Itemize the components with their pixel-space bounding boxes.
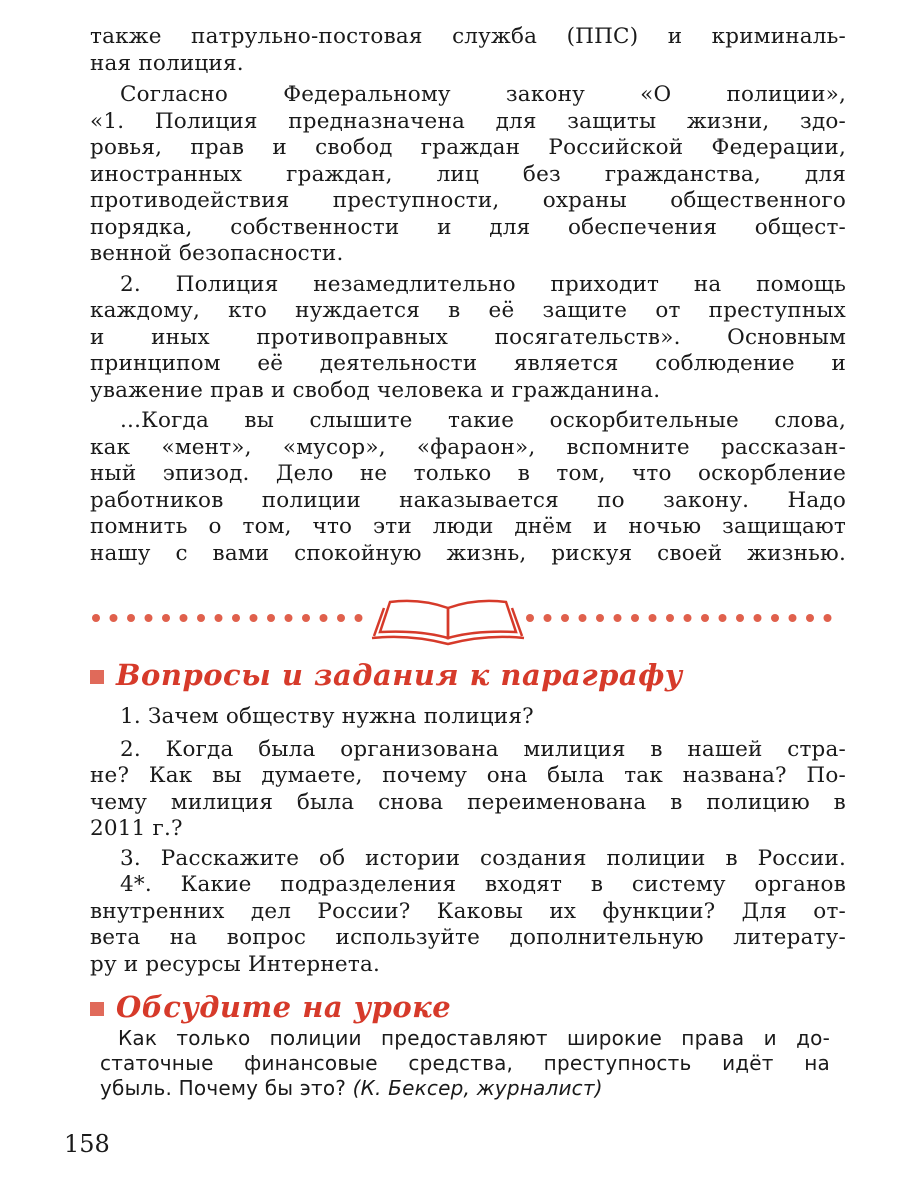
divider-dot [806, 614, 814, 622]
divider-dot [684, 614, 692, 622]
text-line: и иных противоправных посягательств». Основным [90, 324, 846, 350]
text-line: ...Когда вы слышите такие оскорбительные слова, [120, 408, 846, 433]
divider-dot [180, 614, 188, 622]
divider-dot [789, 614, 797, 622]
divider-dot [824, 614, 832, 622]
question-line: внутренних дел России? Каковы их функции? Для от- [90, 898, 846, 924]
book-divider [90, 598, 840, 648]
question-line: 2011 г.? [90, 816, 183, 841]
divider-dot [197, 614, 205, 622]
quote-line [100, 1076, 830, 1101]
question-line: вета на вопрос используйте дополнительную литерату- [90, 925, 846, 950]
square-bullet-icon [90, 1002, 104, 1016]
text-line: как «мент», «мусор», «фараон», вспомните рассказан- [90, 434, 846, 460]
question-line: 2. Когда была организована милиция в нашей стра- [120, 736, 846, 762]
text-line: нашу с вами спокойную жизнь, рискуя своей жизнью. [90, 540, 846, 566]
text-line: ный эпизод. Дело не только в том, что оскорбление [90, 461, 846, 486]
square-bullet-icon [90, 670, 104, 684]
divider-dot [355, 614, 363, 622]
text-line: каждому, кто нуждается в её защите от преступных [90, 298, 846, 323]
text-line: уважение прав и свобод человека и гражданина. [90, 377, 661, 403]
discussion-quote [100, 1026, 830, 1101]
divider-dot [92, 614, 100, 622]
discuss-heading [90, 990, 451, 1024]
question-line: 3. Расскажите об истории создания полиции в России. [120, 845, 846, 871]
main-text [90, 24, 846, 567]
divider-dot [215, 614, 223, 622]
divider-dot [754, 614, 762, 622]
text-line: помнить о том, что эти люди днём и ночью защищают [90, 514, 846, 539]
divider-dot [544, 614, 552, 622]
divider-dot [526, 614, 534, 622]
question-line: не? Как вы думаете, почему она была так названа? По- [90, 763, 846, 788]
divider-dot [649, 614, 657, 622]
question-line: ру и ресурсы Интернета. [90, 951, 380, 977]
divider-dot [666, 614, 674, 622]
quote-text: убыль. Почему бы это? [100, 1076, 353, 1100]
text-line: ровья, прав и свобод граждан Российской Федерации, [90, 135, 846, 160]
text-line: венной безопасности. [90, 241, 344, 266]
divider-dot [127, 614, 135, 622]
divider-dot [631, 614, 639, 622]
text-line: принципом её деятельности является соблюдение и [90, 351, 846, 376]
quote-attribution: (К. Бексер, журналист) [352, 1076, 603, 1100]
divider-dot [302, 614, 310, 622]
divider-dot [267, 614, 275, 622]
quote-line: Как только полиции предоставляют широкие права и до- [118, 1026, 830, 1050]
divider-dot [736, 614, 744, 622]
page-number: 158 [64, 1130, 110, 1158]
text-line: также патрульно-постовая служба (ППС) и криминаль- [90, 24, 846, 49]
divider-dot [561, 614, 569, 622]
questions-heading [90, 658, 683, 692]
question-line: чему милиция была снова переименована в полицию в [90, 789, 846, 815]
heading-text: Вопросы и задания к параграфу [116, 658, 683, 692]
question-line: 4*. Какие подразделения входят в систему органов [120, 872, 846, 897]
questions-list [90, 704, 846, 978]
divider-dot [719, 614, 727, 622]
divider-dot [614, 614, 622, 622]
text-line: Согласно Федеральному закону «О полиции», [120, 82, 846, 107]
text-line: 2. Полиция незамедлительно приходит на помощь [120, 271, 846, 297]
divider-dot [596, 614, 604, 622]
divider-dot [771, 614, 779, 622]
text-line: ная полиция. [90, 50, 244, 76]
divider-dot [701, 614, 709, 622]
quote-line: статочные финансовые средства, преступность идёт на [100, 1051, 830, 1075]
divider-dot [232, 614, 240, 622]
text-line: работников полиции наказывается по закону. Надо [90, 487, 846, 513]
heading-text: Обсудите на уроке [116, 990, 452, 1024]
divider-dot [145, 614, 153, 622]
divider-dot [579, 614, 587, 622]
question-line: 1. Зачем обществу нужна полиция? [120, 704, 534, 729]
divider-dot [162, 614, 170, 622]
divider-dot [110, 614, 118, 622]
text-line: «1. Полиция предназначена для защиты жизни, здо- [90, 108, 846, 134]
text-line: иностранных граждан, лиц без гражданства, для [90, 161, 846, 187]
text-line: порядка, собственности и для обеспечения общест- [90, 214, 846, 240]
divider-dot [320, 614, 328, 622]
divider-dot [337, 614, 345, 622]
open-book-icon [372, 601, 524, 644]
text-line: противодействия преступности, охраны общественного [90, 188, 846, 213]
divider-dot [250, 614, 258, 622]
divider-dot [285, 614, 293, 622]
